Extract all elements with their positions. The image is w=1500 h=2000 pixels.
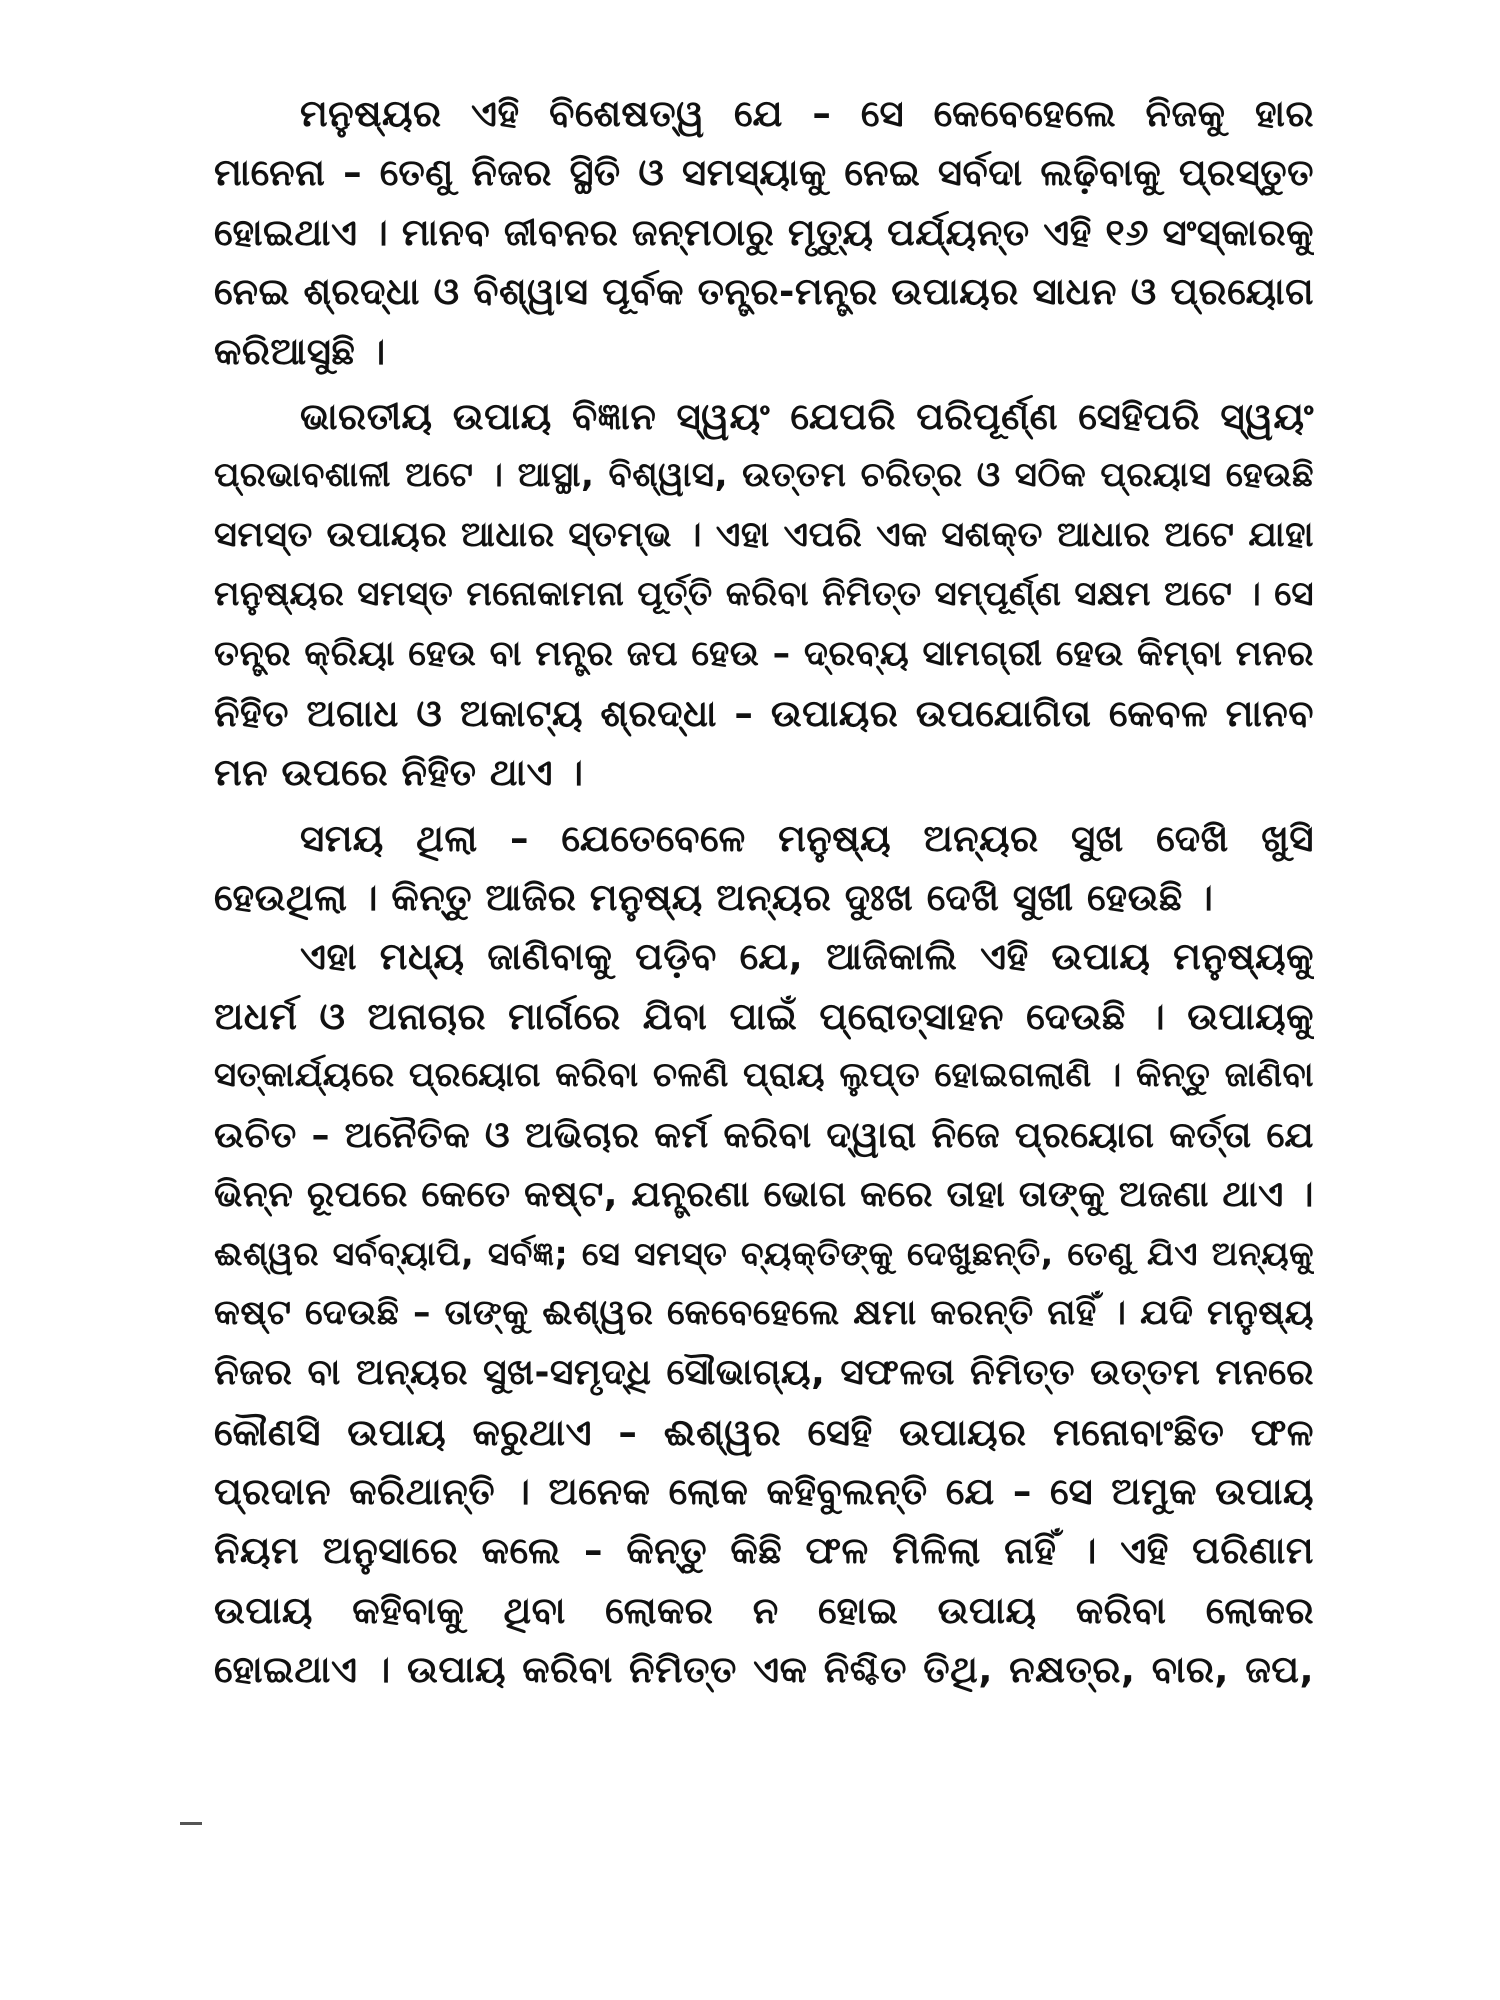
text-line: ନିହିତ ଅଗାଧ ଓ ଅକାଟ୍ୟ ଶ୍ରଦ୍ଧା – ଉପାୟର ଉପଯୋଗିତା କେବଳ ମାନବ — [214, 691, 1314, 735]
text-line: ମାନେନା – ତେଣୁ ନିଜର ସ୍ଥିତି ଓ ସମସ୍ୟାକୁ ନେଇ ସର୍ବଦା ଲଢ଼ିବାକୁ ପ୍ରସ୍ତୁତ — [214, 151, 1314, 195]
text-line: ଭିନ୍ନ ରୂପରେ କେତେ କଷ୍ଟ, ଯନ୍ତ୍ରଣା ଭୋଗ କରେ ତାହା ତାଙ୍କୁ ଅଜଣା ଥାଏ । — [214, 1174, 1314, 1216]
text-line: ନିଜର ବା ଅନ୍ୟର ସୁଖ-ସମୃଦ୍ଧି ସୌଭାଗ୍ୟ, ସଫଳତା ନିମିତ୍ତ ଉତ୍ତମ ମନରେ — [214, 1352, 1314, 1394]
text-line: ଏହା ମଧ୍ୟ ଜାଣିବାକୁ ପଡ଼ିବ ଯେ, ଆଜିକାଲି ଏହି ଉପାୟ ମନୁଷ୍ୟକୁ — [300, 935, 1314, 979]
text-line: କଷ୍ଟ ଦେଉଛି – ତାଙ୍କୁ ଈଶ୍ୱର କେବେହେଲେ କ୍ଷମା କରନ୍ତି ନାହିଁ । ଯଦି ମନୁଷ୍ୟ — [214, 1292, 1314, 1333]
scan-mark — [180, 1822, 202, 1825]
text-line: ନେଇ ଶ୍ରଦ୍ଧା ଓ ବିଶ୍ୱାସ ପୂର୍ବକ ତନ୍ତ୍ର-ମନ୍ତ୍ର ଉପାୟର ସାଧନ ଓ ପ୍ରୟୋଗ — [214, 270, 1314, 314]
text-line: ମନୁଷ୍ୟର ଏହି ବିଶେଷତ୍ୱ ଯେ – ସେ କେବେହେଲେ ନିଜକୁ ହାର — [300, 92, 1314, 135]
text-line: ଅଧର୍ମ ଓ ଅନାଚାର ମାର୍ଗରେ ଯିବା ପାଇଁ ପ୍ରୋତ୍ସାହନ ଦେଉଛି । ଉପାୟକୁ — [214, 994, 1314, 1038]
text-line: କୌଣସି ଉପାୟ କରୁଥାଏ – ଈଶ୍ୱର ସେହି ଉପାୟର ମନୋବାଂଛିତ ଫଳ — [214, 1410, 1314, 1454]
paragraph-2 — [214, 387, 1314, 803]
text-line: ସମୟ ଥିଲା – ଯେତେବେଳେ ମନୁଷ୍ୟ ଅନ୍ୟର ସୁଖ ଦେଖି ଖୁସି — [300, 816, 1314, 860]
body-text — [214, 84, 1314, 1700]
text-line: ନିୟମ ଅନୁସାରେ କଲେ – କିନ୍ତୁ କିଛି ଫଳ ମିଳିଲା ନାହିଁ । ଏହି ପରିଣାମ — [214, 1529, 1314, 1573]
text-line: ହୋଇଥାଏ । ମାନବ ଜୀବନର ଜନ୍ମଠାରୁ ମୃତ୍ୟୁ ପର୍ଯ୍ୟନ୍ତ ଏହି ୧୬ ସଂସ୍କାରକୁ — [214, 210, 1314, 254]
text-line: ପ୍ରଭାବଶାଳୀ ଅଟେ । ଆସ୍ଥା, ବିଶ୍ୱାସ, ଉତ୍ତମ ଚରିତ୍ର ଓ ସଠିକ ପ୍ରୟାସ ହେଉଛି — [214, 455, 1314, 496]
text-line: ହେଉଥିଲା । କିନ୍ତୁ ଆଜିର ମନୁଷ୍ୟ ଅନ୍ୟର ଦୁଃଖ ଦେଖି ସୁଖୀ ହେଉଛି । — [214, 876, 1214, 920]
text-line: ମନୁଷ୍ୟର ସମସ୍ତ ମନୋକାମନା ପୂର୍ତ୍ତି କରିବା ନିମିତ୍ତ ସମ୍ପୂର୍ଣ୍ଣ ସକ୍ଷମ ଅଟେ । ସେ — [214, 574, 1314, 615]
paragraph-4 — [214, 927, 1314, 1699]
text-line: ସମସ୍ତ ଉପାୟର ଆଧାର ସ୍ତମ୍ଭ । ଏହା ଏପରି ଏକ ସଶକ୍ତ ଆଧାର ଅଟେ ଯାହା — [214, 514, 1314, 555]
paragraph-3 — [214, 809, 1314, 928]
text-line: ଉପାୟ କହିବାକୁ ଥିବା ଲୋକର ନ ହୋଇ ଉପାୟ କରିବା ଲୋକର — [214, 1588, 1314, 1632]
paragraph-1 — [214, 84, 1314, 381]
text-line: ଭାରତୀୟ ଉପାୟ ବିଜ୍ଞାନ ସ୍ୱୟଂ ଯେପରି ପରିପୂର୍ଣ୍ଣ ସେହିପରି ସ୍ୱୟଂ — [300, 394, 1314, 438]
text-line: କରିଆସୁଛି । — [214, 329, 386, 373]
text-line: ସତ୍‌କାର୍ଯ୍ୟରେ ପ୍ରୟୋଗ କରିବା ଚଳଣି ପ୍ରାୟ ଲୁପ୍ତ ହୋଇଗଲାଣି । କିନ୍ତୁ ଜାଣିବା — [214, 1055, 1314, 1096]
text-line: ମନ ଉପରେ ନିହିତ ଥାଏ । — [214, 751, 584, 795]
text-line: ତନ୍ତ୍ର କ୍ରିୟା ହେଉ ବା ମନ୍ତ୍ର ଜପ ହେଉ – ଦ୍ରବ୍ୟ ସାମଗ୍ରୀ ହେଉ କିମ୍ବା ମନର — [214, 633, 1314, 674]
text-line: ପ୍ରଦାନ କରିଥାନ୍ତି । ଅନେକ ଲୋକ କହିବୁଲନ୍ତି ଯେ – ସେ ଅମୁକ ଉପାୟ — [214, 1469, 1314, 1513]
text-line: ଉଚିତ – ଅନୈତିକ ଓ ଅଭିଚାର କର୍ମ କରିବା ଦ୍ୱାରା ନିଜେ ପ୍ରୟୋଗ କର୍ତ୍ତା ଯେ — [214, 1114, 1314, 1156]
text-line: ଈଶ୍ୱର ସର୍ବବ୍ୟାପି, ସର୍ବଜ୍ଞ; ସେ ସମସ୍ତ ବ୍ୟକ୍ତିଙ୍କୁ ଦେଖୁଛନ୍ତି, ତେଣୁ ଯିଏ ଅନ୍ୟକୁ — [214, 1234, 1314, 1274]
text-line: ହୋଇଥାଏ । ଉପାୟ କରିବା ନିମିତ୍ତ ଏକ ନିଶ୍ଚିତ ତିଥି, ନକ୍ଷତ୍ର, ବାର, ଜପ, — [214, 1648, 1314, 1692]
